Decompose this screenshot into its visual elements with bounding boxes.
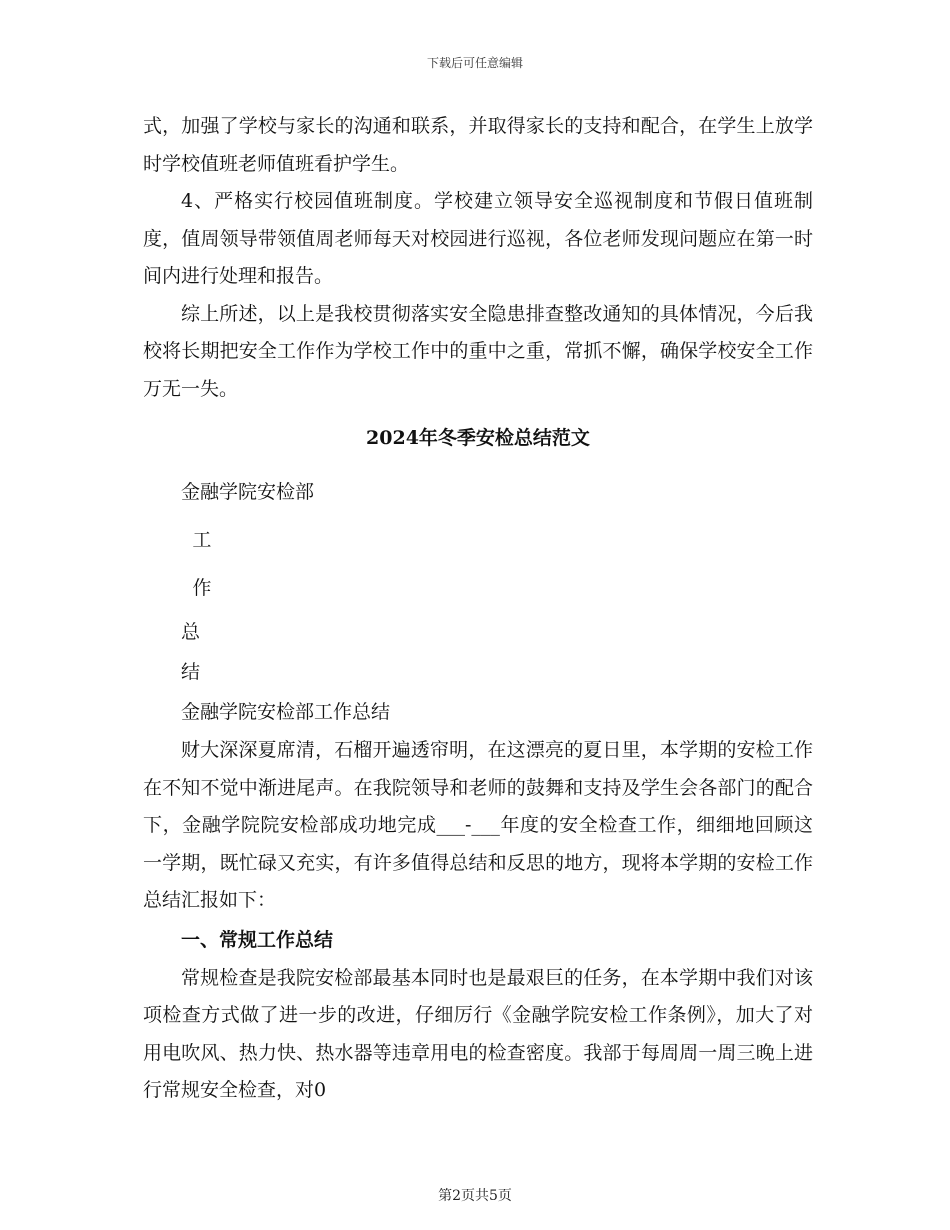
paragraph-routine-check: 常规检查是我院安检部最基本同时也是最艰巨的任务，在本学期中我们对该项检查方式做了进一步的改进，仔细厉行《金融学院安检工作条例》，加大了对用电吹风、热力快、热水器等违章用电的检查密度。我部于每周周一周三晚上进行常规安全检查，对0 bbox=[143, 966, 813, 1101]
section-title: 2024年冬季安检总结范文 bbox=[366, 427, 590, 449]
page-footer: 第2页共5页 bbox=[438, 1188, 512, 1204]
title-char-1: 工 bbox=[192, 529, 212, 551]
paragraph-conclusion: 综上所述，以上是我校贯彻落实安全隐患排查整改通知的具体情况，今后我校将长期把安全工作作为学校工作中的重中之重，常抓不懈，确保学校安全工作万无一失。 bbox=[143, 302, 813, 400]
paragraph-duty-system: 4、严格实行校园值班制度。学校建立领导安全巡视制度和节假日值班制度，值周领导带领值周老师每天对校园进行巡视，各位老师发现问题应在第一时间内进行处理和报告。 bbox=[143, 190, 813, 287]
title-char-2: 作 bbox=[192, 577, 212, 599]
org-name: 金融学院安检部 bbox=[181, 481, 315, 503]
page-header: 下载后可任意编辑 bbox=[426, 56, 523, 70]
section-heading-routine: 一、常规工作总结 bbox=[181, 928, 334, 951]
title-char-3: 总 bbox=[181, 621, 201, 643]
report-subtitle: 金融学院安检部工作总结 bbox=[181, 701, 391, 723]
paragraph-continuation: 式，加强了学校与家长的沟通和联系，并取得家长的支持和配合，在学生上放学时学校值班老师值班看护学生。 bbox=[143, 115, 813, 175]
paragraph-intro: 财大深深夏席清，石榴开遍透帘明，在这漂亮的夏日里，本学期的安检工作在不知不觉中渐进尾声。在我院领导和老师的鼓舞和支持及学生会各部门的配合下，金融学院院安检部成功地完成___-___年度的安全检查工作，细细地回顾这一学期，既忙碌又充实，有许多值得总结和反思的地方，现将本学期的安检工作总结汇报如下： bbox=[143, 739, 813, 911]
document-body bbox=[143, 108, 813, 1110]
title-char-4: 结 bbox=[181, 661, 201, 683]
